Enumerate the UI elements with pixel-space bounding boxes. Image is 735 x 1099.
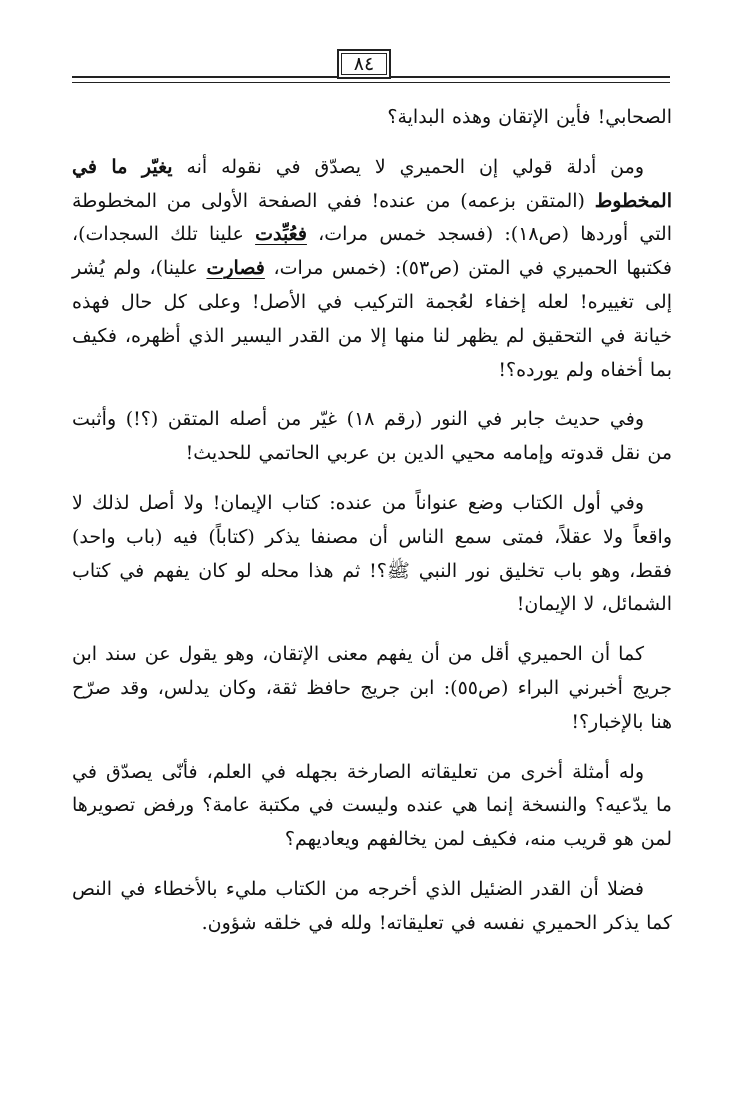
- paragraph-2-text-e: علينا تلك السجدات)، فكتبها الحميري في المتن (ص٥٣): (خمس مرات،: [72, 223, 672, 280]
- header-rule-bottom: [72, 82, 670, 83]
- page-number-frame: [337, 49, 391, 79]
- paragraph-2-text-c: (المتقن بزعمه) من عنده! ففي الصفحة الأولى من المخطوطة التي أوردها (ص١٨): (فسجد خمس مرات،: [72, 189, 672, 246]
- paragraph-2-underlined-word-1: فعُبِّدت: [255, 223, 307, 246]
- paragraph-1: الصحابي! فأين الإتقان وهذه البداية؟: [387, 106, 672, 128]
- paragraph-2-text-g: علينا)، ولم يُشر إلى تغييره! لعله إخفاء لعُجمة التركيب في الأصل! وعلى كل حال فهذه خيانة في التحقيق لم يظهر لنا منها إلا من القدر اليسير الذي أظهره، فكيف بما أخفاه ولم يورده؟!: [72, 257, 672, 381]
- paragraph-5: كما أن الحميري أقل من أن يفهم معنى الإتقان، وهو يقول عن سند ابن جريج أخبرني البراء (ص٥٥): ابن جريج حافظ ثقة، وكان يدلس، وقد صرّح هنا بالإخبار؟!: [72, 643, 672, 733]
- paragraph-7: فضلا أن القدر الضئيل الذي أخرجه من الكتاب مليء بالأخطاء في النص كما يذكر الحميري نفسه في تعليقاته! ولله في خلقه شؤون.: [72, 877, 672, 934]
- paragraph-2-underlined-word-2: فصارت: [206, 257, 265, 280]
- paragraph-6: وله أمثلة أخرى من تعليقاته الصارخة بجهله في العلم، فأنّى يصدّق في ما يدّعيه؟ والنسخة إنما هي عنده وليست في مكتبة عامة؟ ورفض تصويرها لمن هو قريب منه، فكيف لمن يخالفهم ويعاديهم؟: [72, 760, 672, 851]
- page-text: [72, 101, 672, 957]
- paragraph-2: [72, 151, 672, 388]
- paragraph-4: وفي أول الكتاب وضع عنواناً من عنده: كتاب الإيمان! ولا أصل لذلك لا واقعاً ولا عقلاً، فمتى سمع الناس أن مصنفا يذكر (كتاباً) فيه (باب واحد) فقط، وهو باب تخليق نور النبي ﷺ؟! ثم هذا محله لو كان يفهم في كتاب الشمائل، لا الإيمان!: [72, 491, 672, 616]
- page-number: ٨٤: [353, 52, 375, 75]
- paragraph-2-bold-phrase: يغيّر ما في المخطوط: [72, 155, 672, 212]
- paragraph-2-text-a: ومن أدلة قولي إن الحميري لا يصدّق في نقوله أنه: [172, 155, 644, 178]
- paragraph-3: وفي حديث جابر في النور (رقم ١٨) غيّر من أصله المتقن (؟!) وأثبت من نقل قدوته وإمامه محيي الدين بن عربي الحاتمي للحديث!: [72, 408, 672, 465]
